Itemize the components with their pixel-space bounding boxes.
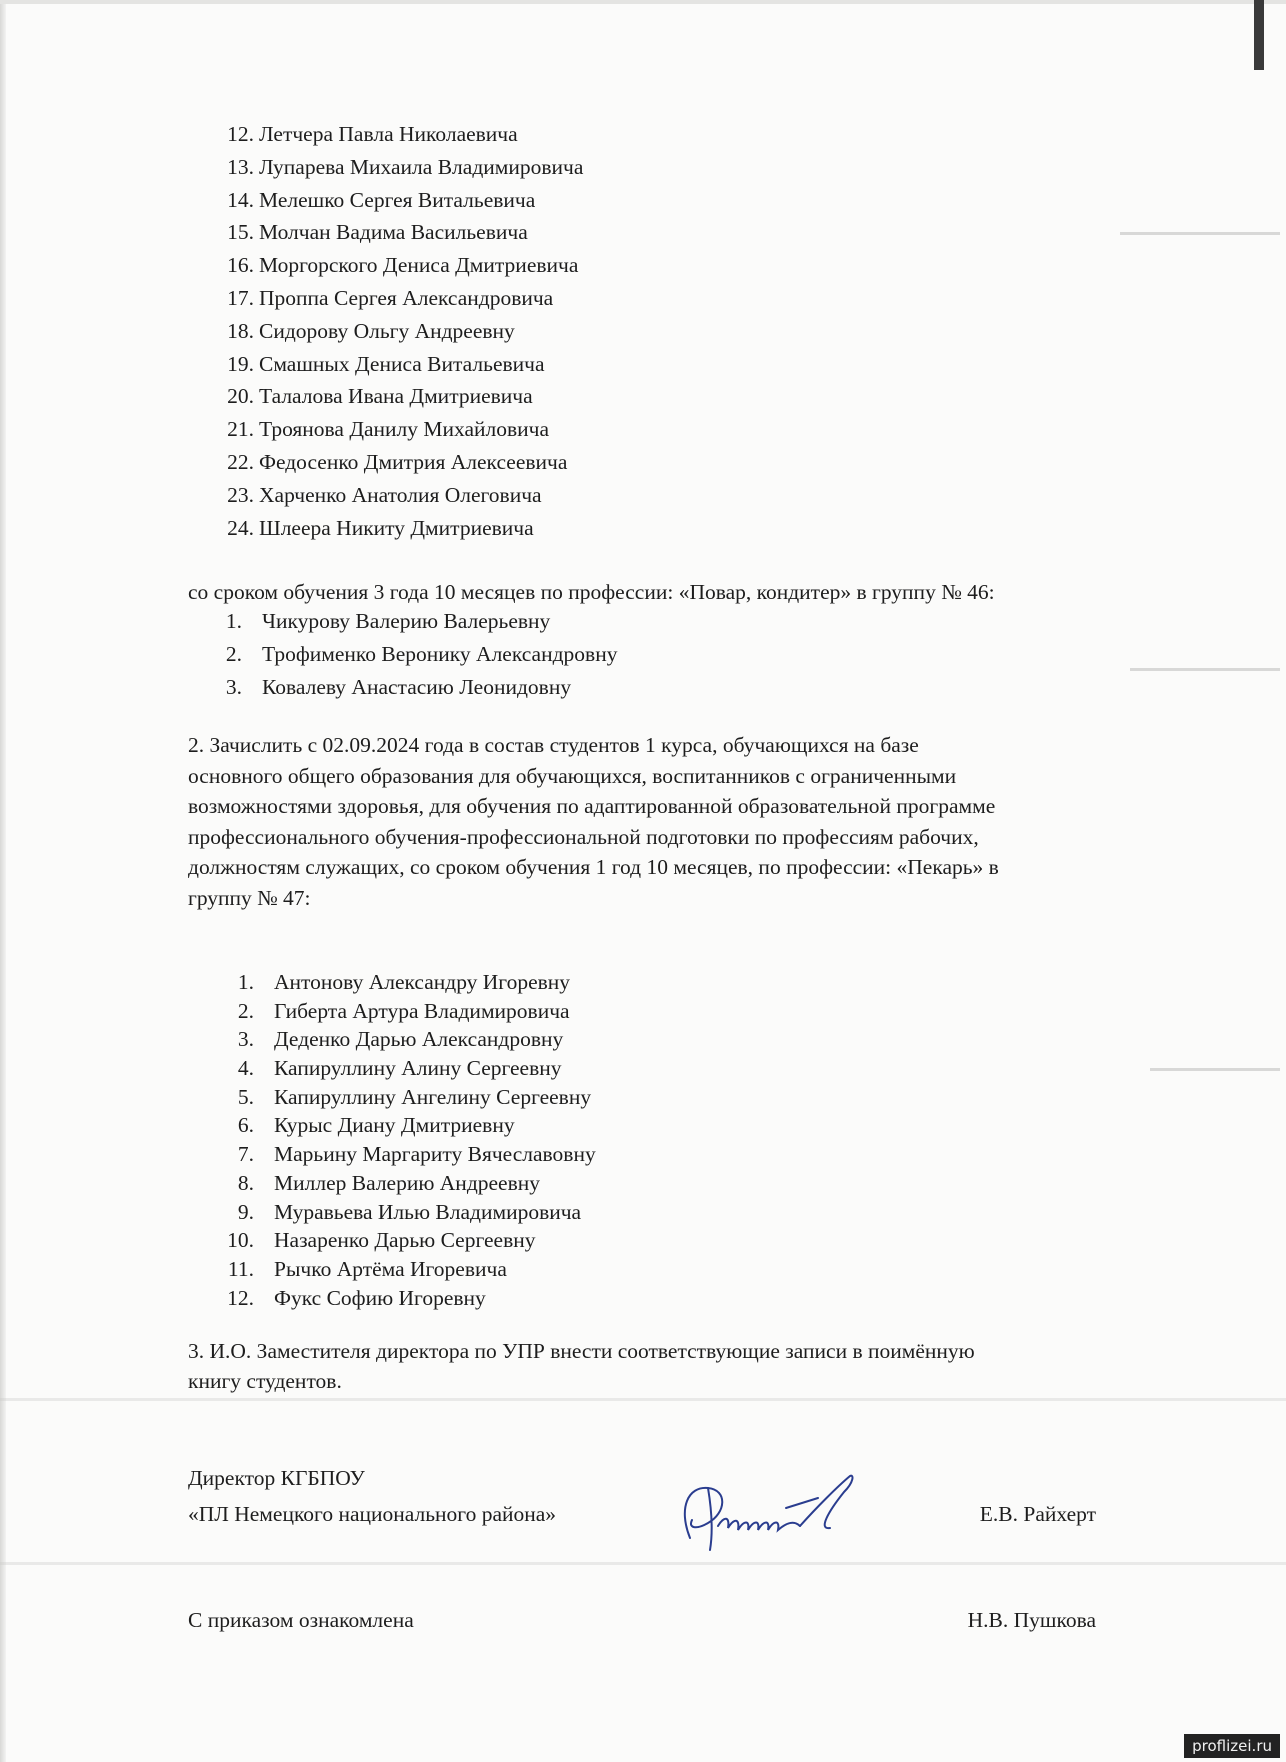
scan-edge-mark [1254, 0, 1264, 70]
item2-paragraph [188, 730, 1148, 914]
scan-smudge [0, 1562, 1286, 1565]
scan-edge-left [0, 0, 6, 1762]
acknowledged-name: Н.В. Пушкова [967, 1608, 1096, 1632]
paragraph-line: 2. Зачислить с 02.09.2024 года в состав студентов 1 курса, обучающихся на базе [188, 733, 919, 757]
handwritten-signature [668, 1468, 868, 1558]
acknowledged-label: С приказом ознакомлена [188, 1608, 414, 1632]
director-title-line2: «ПЛ Немецкого национального района» [188, 1502, 557, 1526]
paragraph-line: книгу студентов. [188, 1369, 342, 1393]
scan-smudge [1150, 1068, 1280, 1071]
scan-smudge [1130, 668, 1280, 671]
director-title-line1: Директор КГБПОУ [188, 1466, 365, 1490]
scan-smudge [1120, 232, 1280, 235]
scan-edge-top [0, 0, 1286, 4]
paragraph-line: основного общего образования для обучающихся, воспитанников с ограниченными [188, 763, 957, 788]
paragraph-line: группу № 47: [188, 885, 311, 910]
paragraph-line: должностям служащих, со сроком обучения 1 год 10 месяцев, по профессии: «Пекарь» в [188, 855, 999, 880]
paragraph-line: профессионального обучения-профессиональной подготовки по профессиям рабочих, [188, 824, 979, 849]
item3-paragraph [188, 1336, 1148, 1396]
group46-intro: со сроком обучения 3 года 10 месяцев по профессии: «Повар, кондитер» в группу № 46: [188, 580, 995, 604]
document-page: 12. Летчера Павла Николаевича 13. Лупарева Михаила Владимировича 14. Мелешко Сергея Витальевича 15. Молчан Вадима Васильевича 16. Моргорского Дениса Дмитриевича 17. Проппа Сергея Александровича 18. Сидорову Ольгу Андреевну 19. Смашных Дениса Витальевича 20. Талалова Ивана Дмитриевича 21. Троянова Данилу Михайловича 22. Федосенко Дмитрия Алексеевича 23. Харченко Анатолия Олеговича 24. Шлеера Никиту Дмитриевича со сроком обучения 3 года 10 месяцев по профессии: «Повар, кондитер» в группу № 46: 1. Чикурову Валерию Валерьевну 2. Трофименко Веронику Александровну 3. Ковалеву Анастасию Леонидовну 2. Зачислить с 02.09.2024 года в состав студентов 1 курса, обучающихся на базе основного общего образования для обучающихся, воспитанников с ограниченными возможностями здоровья, для обучения по адаптированной образовательной программе профессионального обучения-профессиональной подготовки по профессиям рабочих, должностям служащих, со сроком обучения 1 год 10 месяцев, по профессии: «Пекарь» в группу № 47: 1. Антонову Александру Игоревну 2. Гиберта Артура Владимировича 3. Деденко Дарью Александровну 4. Капируллину Алину Сергеевну 5. Капируллину Ангелину Сергеевну 6. Курыс Диану Дмитриевну 7. Марьину Маргариту Вячеславовну 8. Миллер Валерию Андреевну 9. Муравьева Илью Владимировича 10. Назаренко Дарью Сергеевну 11. Рычко Артёма Игоревича 12. Фукс Софию Игоревну 3. И.О. Заместителя директора по УПР внести соответствующие записи в поимённую книгу студентов. Директор КГБПОУ «ПЛ Немецкого национального района» Е.В. Райхерт С приказом ознакомлена Н.В. Пушкова proflizei.ru [0, 0, 1286, 1762]
paragraph-line: возможностями здоровья, для обучения по адаптированной образовательной программе [188, 794, 996, 819]
paragraph-line: 3. И.О. Заместителя директора по УПР внести соответствующие записи в поимённую [188, 1339, 975, 1363]
watermark: proflizei.ru [1184, 1734, 1280, 1758]
director-name: Е.В. Райхерт [979, 1502, 1096, 1526]
scan-smudge [0, 1398, 1286, 1401]
